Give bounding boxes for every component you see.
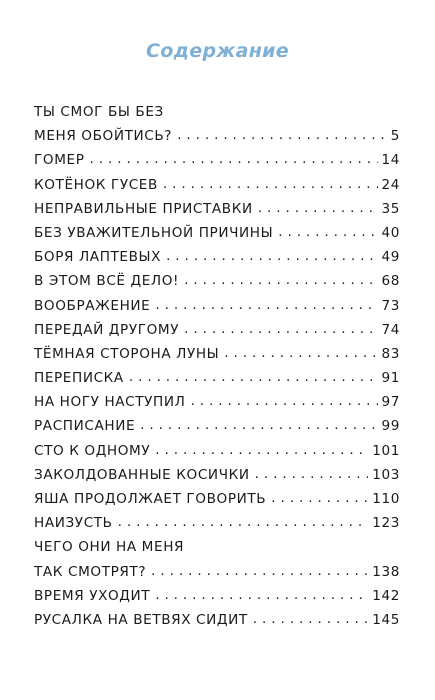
dot-leader [253, 608, 368, 631]
dot-leader [184, 269, 377, 292]
toc-entry-title: ТЁМНАЯ СТОРОНА ЛУНЫ [34, 345, 220, 362]
toc-page-number: 97 [381, 394, 400, 411]
toc-entry [34, 318, 400, 342]
toc-entry-title: БОРЯ ЛАПТЕВЫХ [34, 249, 162, 266]
toc-entry-title: ВООБРАЖЕНИЕ [34, 297, 151, 314]
toc-entry-title: ЧЕГО ОНИ НА МЕНЯ [34, 539, 185, 556]
toc-page-number: 91 [381, 370, 400, 387]
toc-entry [34, 414, 400, 438]
toc-page-number: 49 [381, 249, 400, 266]
toc-entry-title: ПЕРЕПИСКА [34, 370, 124, 387]
toc-entry-title: МЕНЯ ОБОЙТИСЬ? [34, 128, 173, 145]
dot-leader [151, 560, 368, 583]
dot-leader [184, 318, 377, 341]
dot-leader [90, 148, 378, 171]
toc-page-number: 103 [372, 466, 400, 483]
toc-page-number: 74 [381, 321, 400, 338]
toc-page-number: 24 [381, 176, 400, 193]
toc-page-number: 110 [372, 491, 400, 507]
dot-leader [118, 511, 369, 534]
toc-page-number: 73 [381, 297, 400, 314]
toc-entry [34, 390, 400, 414]
toc-page-number: 101 [372, 442, 400, 459]
toc-page-number: 145 [372, 611, 400, 628]
toc-page-number: 83 [381, 345, 400, 362]
toc-entry-title: В ЭТОМ ВСЁ ДЕЛО! [34, 273, 180, 290]
toc-entry-title: НА НОГУ НАСТУПИЛ [34, 394, 186, 411]
toc-entry [34, 608, 400, 632]
toc-entry [34, 439, 400, 463]
dot-leader [278, 221, 377, 244]
dot-leader [155, 439, 368, 462]
toc-entry [34, 173, 400, 197]
dot-leader [129, 366, 378, 389]
toc-page-number: 99 [381, 418, 400, 435]
toc-entry-title: ЗАКОЛДОВАННЫЕ КОСИЧКИ [34, 466, 250, 483]
toc-entry [34, 487, 400, 511]
toc-entry [34, 584, 400, 608]
toc-page-number: 40 [381, 224, 400, 241]
toc-page-number: 14 [381, 152, 400, 169]
toc-entry-title: РАСПИСАНИЕ [34, 418, 136, 435]
toc-entry-title: РУСАЛКА НА ВЕТВЯХ СИДИТ [34, 611, 248, 628]
dot-leader [155, 294, 377, 317]
toc-entry [34, 245, 400, 269]
toc-entry [34, 511, 400, 535]
toc-entry-title: ВРЕМЯ УХОДИТ [34, 587, 151, 604]
toc-entry-title: ГОМЕР [34, 152, 85, 169]
toc-page-number: 123 [372, 515, 400, 532]
toc-entry-title: ПЕРЕДАЙ ДРУГОМУ [34, 321, 180, 338]
toc-entry [34, 560, 400, 584]
toc-entry-line [34, 535, 400, 559]
toc-entry-title: НАИЗУСТЬ [34, 515, 113, 532]
dot-leader [166, 245, 377, 268]
dot-leader [271, 487, 368, 510]
toc-page-number: 68 [381, 273, 400, 290]
toc-entry-title: ТАК СМОТРЯТ? [34, 563, 147, 580]
dot-leader [155, 584, 368, 607]
toc-entry-title: СТО К ОДНОМУ [34, 442, 151, 459]
toc-entry [34, 148, 400, 172]
dot-leader [177, 124, 387, 147]
toc-entry [34, 463, 400, 487]
page-title: Содержание [146, 40, 289, 62]
toc-page-number: 142 [372, 587, 400, 604]
toc-entry [34, 221, 400, 245]
dot-leader [140, 414, 377, 437]
toc-page-number: 138 [372, 563, 400, 580]
dot-leader [163, 173, 378, 196]
table-of-contents [34, 100, 400, 632]
toc-entry [34, 342, 400, 366]
toc-entry [34, 366, 400, 390]
toc-entry-title: ТЫ СМОГ БЫ БЕЗ [34, 104, 164, 120]
toc-entry-title: НЕПРАВИЛЬНЫЕ ПРИСТАВКИ [34, 200, 253, 217]
dot-leader [190, 390, 377, 413]
toc-entry [34, 269, 400, 293]
toc-page-number: 5 [390, 128, 400, 145]
toc-entry-title: КОТЁНОК ГУСЕВ [34, 176, 158, 193]
dot-leader [255, 463, 369, 486]
dot-leader [224, 342, 377, 365]
toc-entry-title: ЯША ПРОДОЛЖАЕТ ГОВОРИТЬ [34, 491, 267, 507]
toc-entry-line [34, 100, 400, 124]
toc-entry [34, 124, 400, 148]
toc-entry [34, 294, 400, 318]
toc-entry-title: БЕЗ УВАЖИТЕЛЬНОЙ ПРИЧИНЫ [34, 224, 274, 241]
toc-page-number: 35 [381, 200, 400, 217]
toc-entry [34, 197, 400, 221]
dot-leader [258, 197, 378, 220]
